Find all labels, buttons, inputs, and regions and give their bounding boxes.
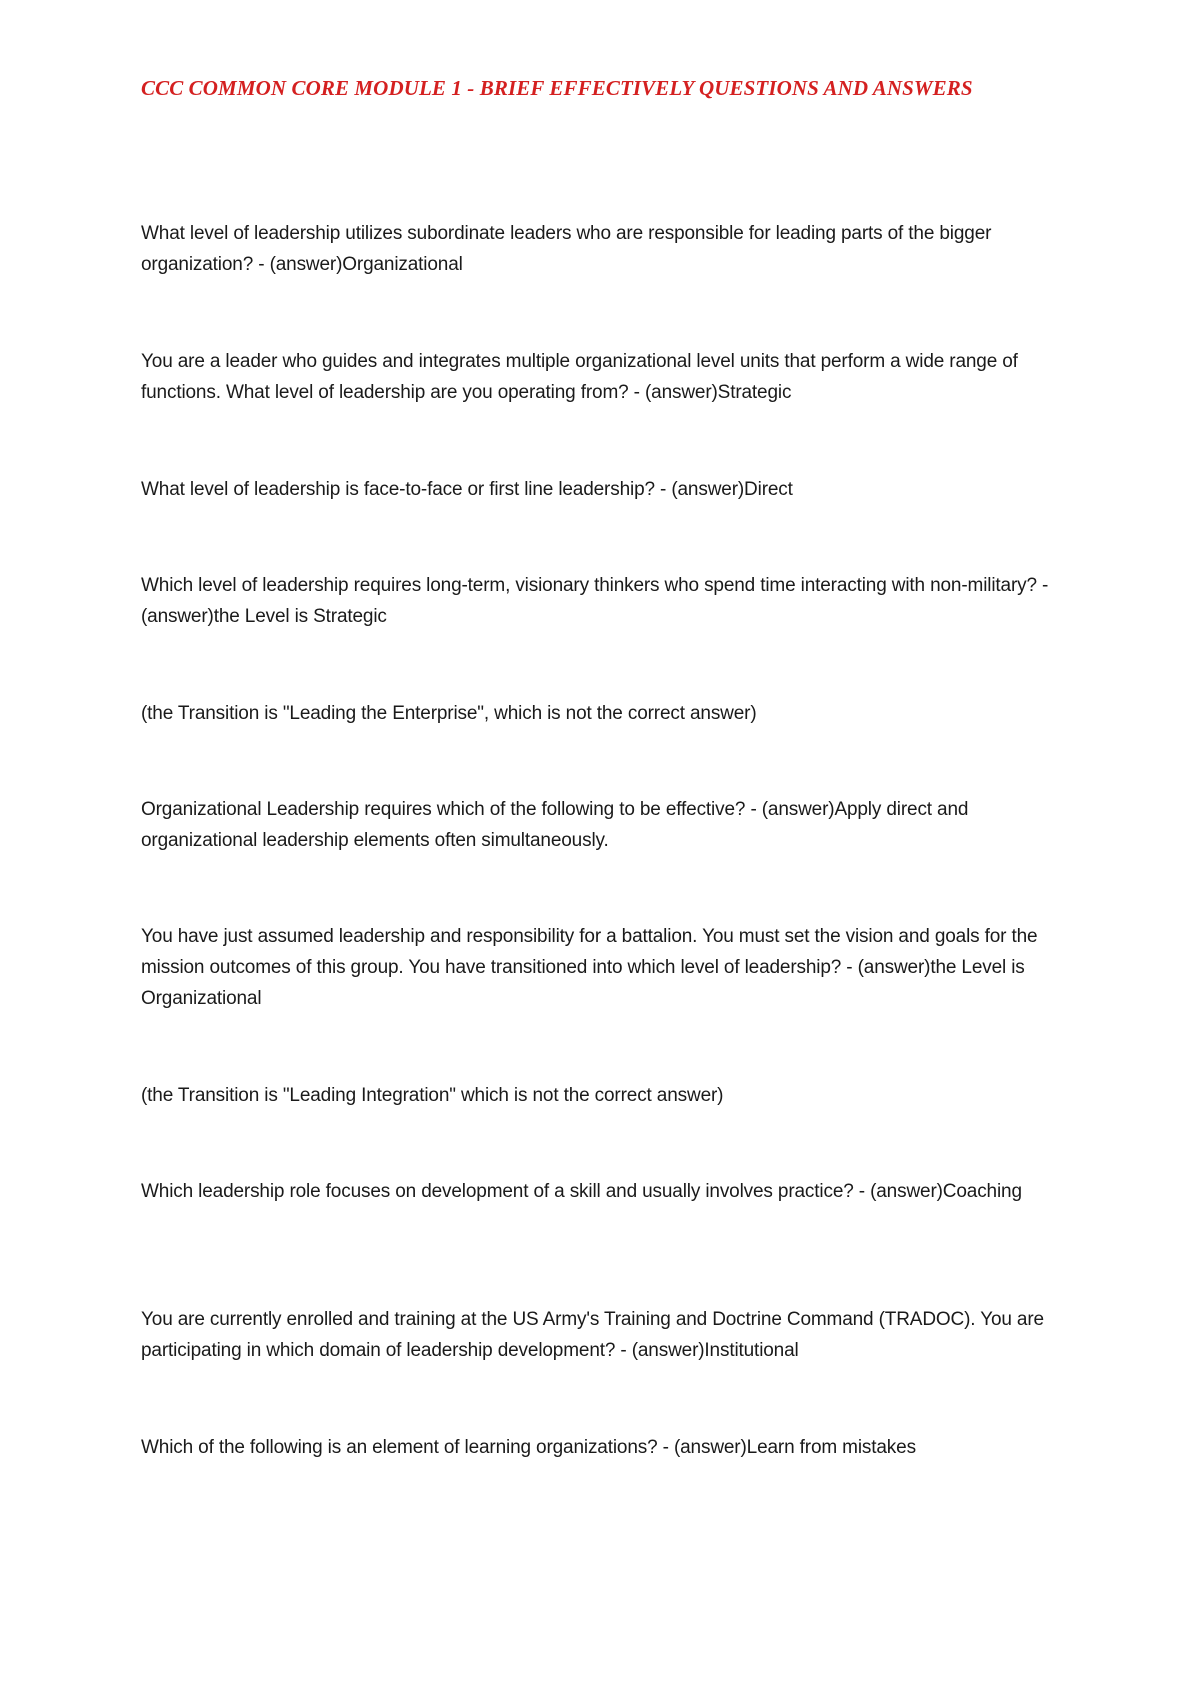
qa-paragraph: Which level of leadership requires long-term, visionary thinkers who spend time interacting with non-military? - (answer)the Level is Strategic bbox=[141, 575, 1049, 627]
qa-paragraph: Organizational Leadership requires which of the following to be effective? - (answer)Apply direct and organizational leadership elements often simultaneously. bbox=[141, 799, 969, 851]
qa-paragraph: What level of leadership is face-to-face or first line leadership? - (answer)Direct bbox=[141, 479, 793, 500]
qa-paragraph: You are a leader who guides and integrates multiple organizational level units that perform a wide range of functions. What level of leadership are you operating from? - (answer)Strategic bbox=[141, 351, 1018, 403]
qa-paragraph: Which leadership role focuses on development of a skill and usually involves practice? - (answer)Coaching bbox=[141, 1181, 1022, 1202]
qa-note: (the Transition is "Leading the Enterprise", which is not the correct answer) bbox=[141, 703, 757, 724]
qa-paragraph: You have just assumed leadership and responsibility for a battalion. You must set the vision and goals for the mission outcomes of this group. You have transitioned into which level of leadership? - (answer)the Level is Organizational bbox=[141, 926, 1038, 1009]
qa-paragraph: Which of the following is an element of learning organizations? - (answer)Learn from mistakes bbox=[141, 1437, 916, 1458]
document-title: CCC COMMON CORE MODULE 1 - BRIEF EFFECTIVELY QUESTIONS AND ANSWERS bbox=[141, 76, 973, 100]
qa-paragraph: What level of leadership utilizes subordinate leaders who are responsible for leading parts of the bigger organization? - (answer)Organizational bbox=[141, 223, 992, 275]
qa-paragraph: You are currently enrolled and training at the US Army's Training and Doctrine Command (TRADOC). You are participating in which domain of leadership development? - (answer)Institutional bbox=[141, 1309, 1044, 1361]
qa-note: (the Transition is "Leading Integration" which is not the correct answer) bbox=[141, 1085, 724, 1106]
